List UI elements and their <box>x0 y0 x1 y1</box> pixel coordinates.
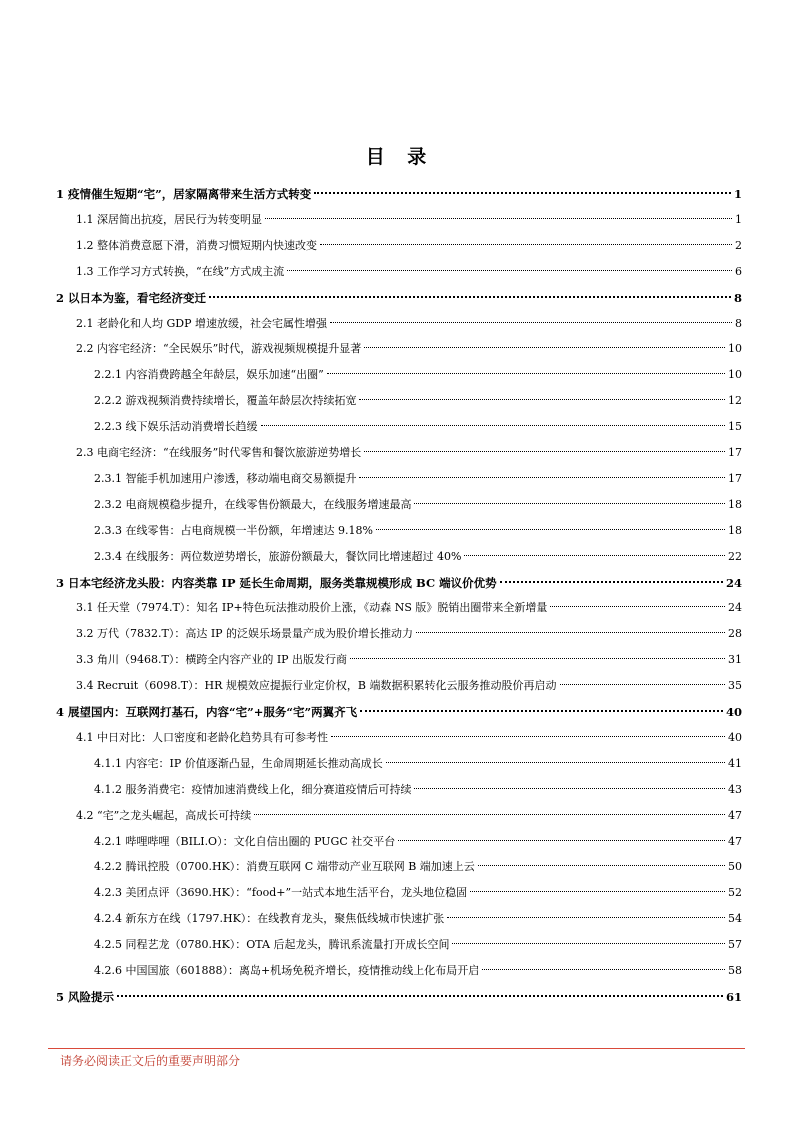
toc-entry-label: 2.3.1 智能手机加速用户渗透，移动端电商交易额提升 <box>94 471 357 485</box>
toc-entry-level3[interactable] <box>94 780 742 800</box>
toc-entry-level3[interactable] <box>94 417 742 437</box>
toc-entry-label: 1.2 整体消费意愿下滑，消费习惯短期内快速改变 <box>76 238 317 252</box>
toc-entry-level3[interactable] <box>94 365 742 385</box>
dot-leader <box>414 503 725 504</box>
toc-entry-page: 12 <box>728 394 742 408</box>
toc-entry-page: 22 <box>728 549 742 563</box>
toc-entry-level2[interactable] <box>76 650 742 670</box>
toc-entry-label: 3.4 Recruit（6098.T）：HR 规模效应提振行业定价权，B 端数据积累转化云服务推动股价再启动 <box>76 679 557 693</box>
dot-leader <box>320 244 732 245</box>
dot-leader <box>452 943 725 944</box>
dot-leader <box>327 373 725 374</box>
toc-entry-page: 10 <box>728 342 742 356</box>
toc-entry-level2[interactable] <box>76 676 742 696</box>
toc-entry-level2[interactable] <box>76 339 742 359</box>
dot-leader <box>209 296 731 298</box>
toc-entry-page: 8 <box>733 290 742 305</box>
toc-entry-page: 58 <box>728 964 742 977</box>
dot-leader <box>560 684 725 685</box>
toc-entry-page: 41 <box>728 756 742 770</box>
toc-entry-page: 18 <box>728 523 742 537</box>
toc-entry-label: 4.2.2 腾讯控股（0700.HK）：消费互联网 C 端带动产业互联网 B 端加速上云 <box>94 860 475 874</box>
toc-entry-label: 2.2.3 线下娱乐活动消费增长趋缓 <box>94 420 258 434</box>
toc-entry-page: 28 <box>728 627 742 641</box>
dot-leader <box>482 969 725 970</box>
toc-entry-level2[interactable] <box>76 314 742 334</box>
dot-leader <box>364 347 725 348</box>
toc-entry-label: 4.1.1 内容宅：IP 价值逐渐凸显，生命周期延长推动高成长 <box>94 756 383 770</box>
toc-entry-label: 3.2 万代（7832.T）：高达 IP 的泛娱乐场景量产成为股价增长推动力 <box>76 627 414 641</box>
toc-entry-page: 24 <box>725 575 742 590</box>
dot-leader <box>287 270 732 271</box>
toc-entry-level1[interactable] <box>56 702 742 722</box>
dot-leader <box>331 736 725 737</box>
dot-leader <box>447 917 725 918</box>
toc-entry-page: 43 <box>728 782 742 796</box>
toc-entry-page: 47 <box>728 808 742 822</box>
dot-leader <box>398 840 725 841</box>
toc-entry-page: 17 <box>728 471 742 485</box>
footer-disclaimer: 请务必阅读正文后的重要声明部分 <box>60 1054 241 1068</box>
toc-entry-level3[interactable] <box>94 935 742 955</box>
toc-entry-label: 2.2.1 内容消费跨越全年龄层，娱乐加速“出圈” <box>94 368 324 382</box>
dot-leader <box>265 218 732 219</box>
toc-entry-label: 2.1 老龄化和人均 GDP 增速放缓，社会宅属性增强 <box>76 316 327 330</box>
dot-leader <box>386 762 725 763</box>
toc-entry-level2[interactable] <box>76 624 742 644</box>
toc-entry-page: 54 <box>728 912 742 926</box>
dot-leader <box>359 477 725 478</box>
dot-leader <box>464 555 725 556</box>
dot-leader <box>550 606 725 607</box>
toc-entry-level3[interactable] <box>94 857 742 877</box>
toc-entry-page: 52 <box>728 886 742 900</box>
toc-entry-label: 4.2 “宅”之龙头崛起，高成长可持续 <box>76 808 252 822</box>
toc-entry-page: 1 <box>735 212 742 226</box>
toc-entry-label: 2.2.2 游戏视频消费持续增长，覆盖年龄层次持续拓宽 <box>94 394 357 408</box>
toc-entry-label: 3.3 角川（9468.T）：横跨全内容产业的 IP 出版发行商 <box>76 653 348 667</box>
dot-leader <box>350 658 725 659</box>
toc-entry-level2[interactable] <box>76 806 742 826</box>
toc-entry-page: 18 <box>728 497 742 511</box>
toc-entry-label: 2.3 电商宅经济：“在线服务”时代零售和餐饮旅游逆势增长 <box>76 446 362 459</box>
toc-entry-level1[interactable] <box>56 987 742 1007</box>
toc-entry-level3[interactable] <box>94 495 742 515</box>
toc-entry-level3[interactable] <box>94 909 742 929</box>
toc-entry-page: 8 <box>735 316 742 330</box>
toc-entry-label: 3.1 任天堂（7974.T）：知名 IP+特色玩法推动股价上涨，《动森 NS 版》脱销出圈带来全新增量 <box>76 601 548 615</box>
toc-entry-page: 24 <box>728 601 742 615</box>
dot-leader <box>261 425 726 426</box>
toc-entry-label: 2.3.3 在线零售：占电商规模一半份额，年增速达 9.18% <box>94 523 373 537</box>
dot-leader <box>359 399 725 400</box>
toc-entry-page: 47 <box>728 834 742 848</box>
footer-divider <box>48 1048 745 1049</box>
toc-entry-level3[interactable] <box>94 832 742 852</box>
toc-entry-label: 4.1 中日对比：人口密度和老龄化趋势具有可参考性 <box>76 730 328 744</box>
toc-entry-label: 4.1.2 服务消费宅：疫情加速消费线上化，细分赛道疫情后可持续 <box>94 782 412 796</box>
toc-entry-level1[interactable] <box>56 573 742 593</box>
toc-entry-label: 4 展望国内：互联网打基石，内容“宅”+服务“宅”两翼齐飞 <box>56 705 358 719</box>
toc-entry-level2[interactable] <box>76 262 742 282</box>
dot-leader <box>376 529 725 530</box>
toc-entry-level3[interactable] <box>94 754 742 774</box>
toc-entry-page: 40 <box>725 705 742 719</box>
dot-leader <box>500 581 723 583</box>
toc-entry-page: 31 <box>728 653 742 667</box>
dot-leader <box>470 891 725 892</box>
toc-entry-page: 40 <box>728 730 742 744</box>
toc-entry-label: 1 疫情催生短期“宅”，居家隔离带来生活方式转变 <box>56 187 312 201</box>
toc-entry-level3[interactable] <box>94 547 742 567</box>
toc-entry-page: 50 <box>728 860 742 874</box>
dot-leader <box>416 632 725 633</box>
toc-entry-level3[interactable] <box>94 469 742 489</box>
page-title: 目 录 <box>365 146 435 168</box>
toc-entry-label: 5 风险提示 <box>56 989 115 1004</box>
dot-leader <box>254 814 725 815</box>
toc-entry-page: 61 <box>725 989 742 1004</box>
toc-entry-label: 1.1 深居简出抗疫，居民行为转变明显 <box>76 212 262 226</box>
toc-entry-label: 4.2.4 新东方在线（1797.HK）：在线教育龙头，聚焦低线城市快速扩张 <box>94 912 445 926</box>
toc-entry-level1[interactable] <box>56 288 742 308</box>
toc-entry-level2[interactable] <box>76 210 742 230</box>
dot-leader <box>360 710 723 712</box>
dot-leader <box>478 865 725 866</box>
toc-entry-level2[interactable] <box>76 598 742 618</box>
toc-entry-level3[interactable] <box>94 961 742 981</box>
toc-entry-level1[interactable] <box>56 184 742 204</box>
dot-leader <box>330 322 732 323</box>
toc-entry-label: 2.3.4 在线服务：两位数逆势增长，旅游份额最大，餐饮同比增速超过 40% <box>94 549 462 563</box>
toc-entry-level2[interactable] <box>76 443 742 463</box>
toc-entry-label: 4.2.3 美团点评（3690.HK）：“food+”一站式本地生活平台，龙头地位稳固 <box>94 886 468 900</box>
toc-entry-label: 4.2.6 中国国旅（601888）：离岛+机场免税齐增长，疫情推动线上化布局开启 <box>94 964 480 977</box>
toc-entry-label: 1.3 工作学习方式转换，“在线”方式成主流 <box>76 264 285 278</box>
dot-leader <box>414 788 725 789</box>
toc-entry-label: 2 以日本为鉴，看宅经济变迁 <box>56 290 207 305</box>
toc-entry-label: 3 日本宅经济龙头股：内容类靠 IP 延长生命周期，服务类靠规模形成 BC 端议价优势 <box>56 575 497 590</box>
toc-entry-level2[interactable] <box>76 728 742 748</box>
toc-entry-page: 10 <box>728 368 742 382</box>
toc-entry-label: 2.3.2 电商规模稳步提升，在线零售份额最大，在线服务增速最高 <box>94 497 412 511</box>
toc-entry-level3[interactable] <box>94 391 742 411</box>
dot-leader <box>364 451 725 452</box>
toc-entry-page: 57 <box>728 938 742 952</box>
toc-entry-label: 4.2.5 同程艺龙（0780.HK）：OTA 后起龙头，腾讯系流量打开成长空间 <box>94 938 450 952</box>
toc-entry-page: 35 <box>728 679 742 693</box>
toc-entry-level3[interactable] <box>94 883 742 903</box>
toc-entry-page: 1 <box>733 187 742 201</box>
toc-entry-label: 2.2 内容宅经济：“全民娱乐”时代，游戏视频规模提升显著 <box>76 342 362 356</box>
toc-entry-page: 15 <box>728 420 742 434</box>
toc-entry-level2[interactable] <box>76 236 742 256</box>
dot-leader <box>314 192 731 194</box>
toc-entry-page: 17 <box>728 446 742 459</box>
toc-entry-label: 4.2.1 哔哩哔哩（BILI.O）：文化自信出圈的 PUGC 社交平台 <box>94 834 396 848</box>
toc-entry-page: 2 <box>735 238 742 252</box>
dot-leader <box>117 995 723 997</box>
toc-entry-page: 6 <box>735 264 742 278</box>
toc-entry-level3[interactable] <box>94 521 742 541</box>
